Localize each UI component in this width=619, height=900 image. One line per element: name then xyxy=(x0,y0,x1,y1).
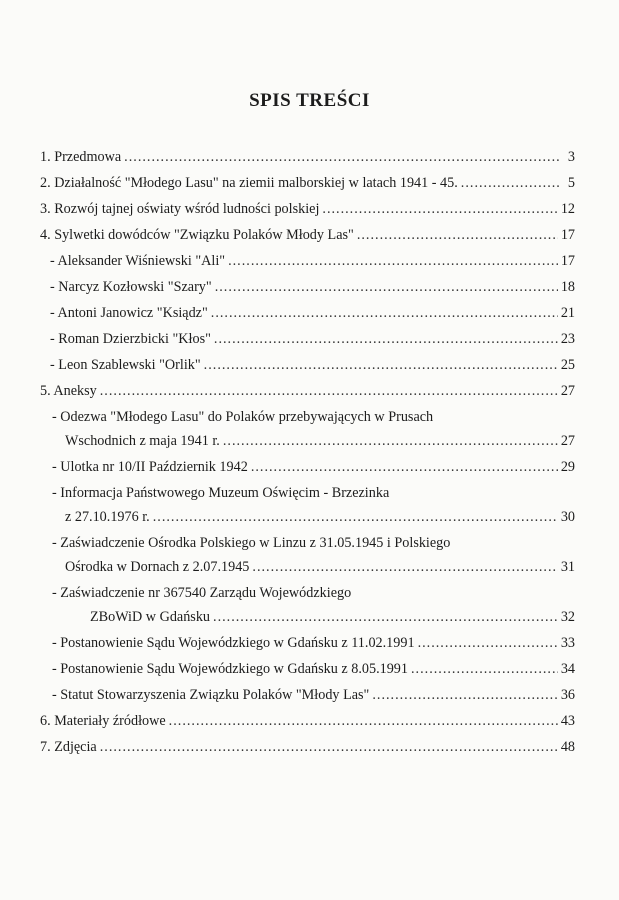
dot-leader xyxy=(322,199,557,219)
toc-entry-label: 6. Materiały źródłowe xyxy=(40,713,166,729)
dot-leader xyxy=(228,251,558,271)
toc-entry-label: - Narcyz Kozłowski "Szary" xyxy=(50,279,212,295)
toc-page-number: 18 xyxy=(560,279,575,295)
toc-page-number: 30 xyxy=(560,509,575,525)
toc-page-number: 34 xyxy=(560,661,575,677)
dot-leader xyxy=(215,277,558,297)
dot-leader xyxy=(204,355,558,375)
toc-subentry xyxy=(40,581,575,631)
toc-entry-sources xyxy=(40,709,575,735)
toc-entry-label: 7. Zdjęcia xyxy=(40,739,97,755)
toc-page-number: 31 xyxy=(560,559,575,575)
toc-subentry xyxy=(40,481,575,531)
toc-page-number: 27 xyxy=(560,383,575,399)
toc-page-number: 36 xyxy=(560,687,575,703)
dot-leader xyxy=(124,147,560,167)
toc-entry-label: - Ulotka nr 10/II Październik 1942 xyxy=(52,459,248,475)
toc-subentry xyxy=(40,631,575,657)
toc-subentry xyxy=(40,683,575,709)
toc-subentry xyxy=(40,455,575,481)
toc-subentry xyxy=(40,657,575,683)
toc-page-number: 3 xyxy=(567,149,575,165)
dot-leader xyxy=(214,329,558,349)
toc-page-number: 32 xyxy=(560,609,575,625)
toc-page-number: 29 xyxy=(560,459,575,475)
toc-entry-label: - Postanowienie Sądu Wojewódzkiego w Gdańsku z 8.05.1991 xyxy=(52,661,408,677)
toc-page-number: 21 xyxy=(560,305,575,321)
dot-leader xyxy=(372,685,557,705)
toc-page-number: 23 xyxy=(560,331,575,347)
toc-entry-label-line1: - Odezwa "Młodego Lasu" do Polaków przebywających w Prusach xyxy=(52,409,434,425)
page-title: SPIS TREŚCI xyxy=(249,90,370,111)
toc-subentry xyxy=(40,327,575,353)
toc-page-number: 5 xyxy=(567,175,575,191)
toc-entry-activity xyxy=(40,171,575,197)
dot-leader xyxy=(211,303,558,323)
toc-entry-commanders xyxy=(40,223,575,249)
dot-leader xyxy=(213,607,558,627)
toc-entry-label: - Roman Dzierzbicki "Kłos" xyxy=(50,331,211,347)
toc-subentry xyxy=(40,531,575,581)
dot-leader xyxy=(251,457,558,477)
toc-entry-preface xyxy=(40,145,575,171)
toc-subentry xyxy=(40,249,575,275)
toc-entry-label-line1: - Zaświadczenie nr 367540 Zarządu Wojewódzkiego xyxy=(52,585,352,601)
toc-page-number: 17 xyxy=(560,253,575,269)
toc-entry-label-line2: ZBoWiD w Gdańsku xyxy=(90,609,211,625)
toc-subentry xyxy=(40,353,575,379)
toc-entry-photos xyxy=(40,735,575,761)
toc-page-number: 48 xyxy=(560,739,575,755)
toc-entry-label: - Statut Stowarzyszenia Związku Polaków "Młody Las" xyxy=(52,687,370,703)
toc-entry-label-line2: Ośrodka w Dornach z 2.07.1945 xyxy=(65,559,250,575)
dot-leader xyxy=(411,659,558,679)
toc-subentry xyxy=(40,405,575,455)
toc-page-number: 33 xyxy=(560,635,575,651)
dot-leader xyxy=(100,737,558,757)
toc-entry-label: - Aleksander Wiśniewski "Ali" xyxy=(50,253,226,269)
dot-leader xyxy=(223,431,558,451)
toc-entry-label: 2. Działalność "Młodego Lasu" na ziemii malborskiej w latach 1941 - 45. xyxy=(40,175,458,191)
toc-page-number: 43 xyxy=(560,713,575,729)
toc-subentry xyxy=(40,275,575,301)
toc-entry-annexes xyxy=(40,379,575,405)
toc-entry-label-line2: Wschodnich z maja 1941 r. xyxy=(65,433,220,449)
toc-entry-label: 5. Aneksy xyxy=(40,383,97,399)
toc-entry-education xyxy=(40,197,575,223)
dot-leader xyxy=(100,381,558,401)
toc-entry-label: 4. Sylwetki dowódców "Związku Polaków Młody Las" xyxy=(40,227,354,243)
dot-leader xyxy=(169,711,558,731)
dot-leader xyxy=(418,633,558,653)
toc-entry-label-line1: - Zaświadczenie Ośrodka Polskiego w Linzu z 31.05.1945 i Polskiego xyxy=(52,535,451,551)
dot-leader xyxy=(461,173,560,193)
toc-entry-label-line1: - Informacja Państwowego Muzeum Oświęcim - Brzezinka xyxy=(52,485,390,501)
dot-leader xyxy=(252,557,557,577)
toc-entry-label: - Antoni Janowicz "Ksiądz" xyxy=(50,305,208,321)
toc-entry-label: 3. Rozwój tajnej oświaty wśród ludności polskiej xyxy=(40,201,320,217)
toc-page-number: 25 xyxy=(560,357,575,373)
toc-page-number: 27 xyxy=(560,433,575,449)
toc-subentry xyxy=(40,301,575,327)
toc-page-number: 17 xyxy=(560,227,575,243)
toc-entry-label: - Leon Szablewski "Orlik" xyxy=(50,357,201,373)
dot-leader xyxy=(357,225,558,245)
toc-page-number: 12 xyxy=(560,201,575,217)
toc-entry-label-line2: z 27.10.1976 r. xyxy=(65,509,150,525)
toc-entry-label: - Postanowienie Sądu Wojewódzkiego w Gdańsku z 11.02.1991 xyxy=(52,635,415,651)
toc-entry-label: 1. Przedmowa xyxy=(40,149,122,165)
dot-leader xyxy=(153,507,558,527)
table-of-contents xyxy=(40,145,575,761)
